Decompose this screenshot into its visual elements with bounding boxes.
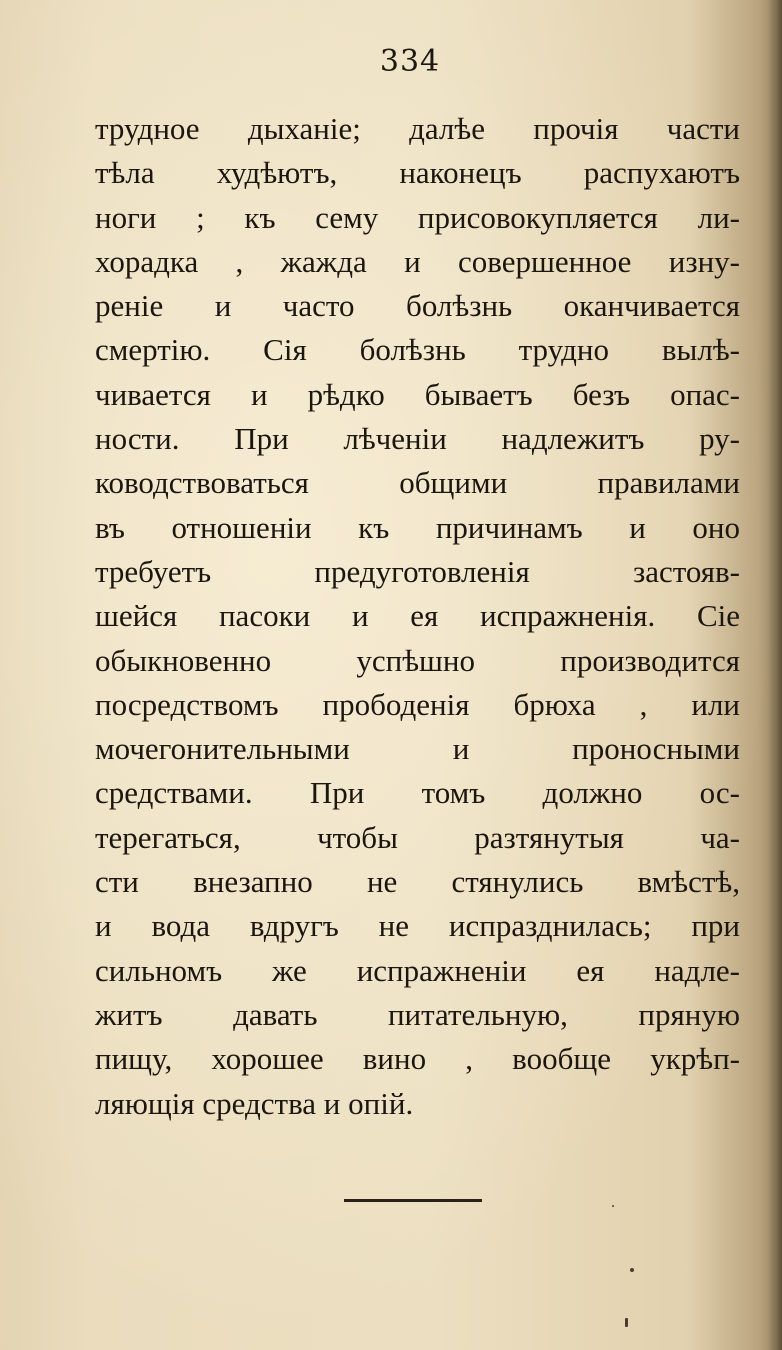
text-line: ности. При лѣченіи надлежитъ ру-	[95, 421, 740, 457]
text-line: терегаться, чтобы разтянутыя ча-	[95, 819, 740, 855]
paper-speck	[612, 1205, 614, 1207]
text-line: тѣла худѣютъ, наконецъ распухаютъ	[95, 155, 740, 191]
paper-speck	[625, 1318, 628, 1327]
text-line: шейся пасоки и ея испражненія. Сіе	[95, 598, 740, 634]
text-line: обыкновенно успѣшно производится	[95, 642, 740, 678]
text-line: средствами. При томъ должно ос-	[95, 775, 740, 811]
text-line: въ отношеніи къ причинамъ и оно	[95, 509, 740, 545]
page-number: 334	[379, 44, 441, 79]
text-line: ководствоваться общими правилами	[95, 465, 740, 501]
text-line: хорадка , жажда и совершенное изну-	[95, 243, 740, 279]
text-line: и вода вдругъ не испразднилась; при	[95, 908, 740, 944]
text-line: ляющія средства и опій.	[95, 1085, 414, 1121]
text-line: сильномъ же испражненіи ея надле-	[95, 952, 740, 988]
text-line: ноги ; къ сему присовокупляется ли-	[95, 199, 740, 235]
text-line: смертію. Сія болѣзнь трудно вылѣ-	[95, 332, 740, 368]
text-line: житъ давать питательную, пряную	[95, 996, 740, 1032]
text-line: реніе и часто болѣзнь оканчивается	[95, 288, 740, 324]
section-divider	[344, 1199, 482, 1202]
paper-speck	[630, 1268, 634, 1272]
text-line: чивается и рѣдко бываетъ безъ опас-	[95, 376, 740, 412]
text-line: требуетъ предуготовленія застояв-	[95, 553, 740, 589]
text-line: мочегонительными и проносными	[95, 731, 740, 767]
text-line: сти внезапно не стянулись вмѣстѣ,	[95, 864, 740, 900]
page-edge-shadow	[768, 0, 782, 1350]
text-line: пищу, хорошее вино , вообще укрѣп-	[95, 1041, 740, 1077]
text-line: трудное дыханіе; далѣе прочія части	[95, 111, 740, 146]
text-line: посредствомъ прободенія брюха , или	[95, 686, 740, 722]
body-text	[95, 107, 740, 1126]
